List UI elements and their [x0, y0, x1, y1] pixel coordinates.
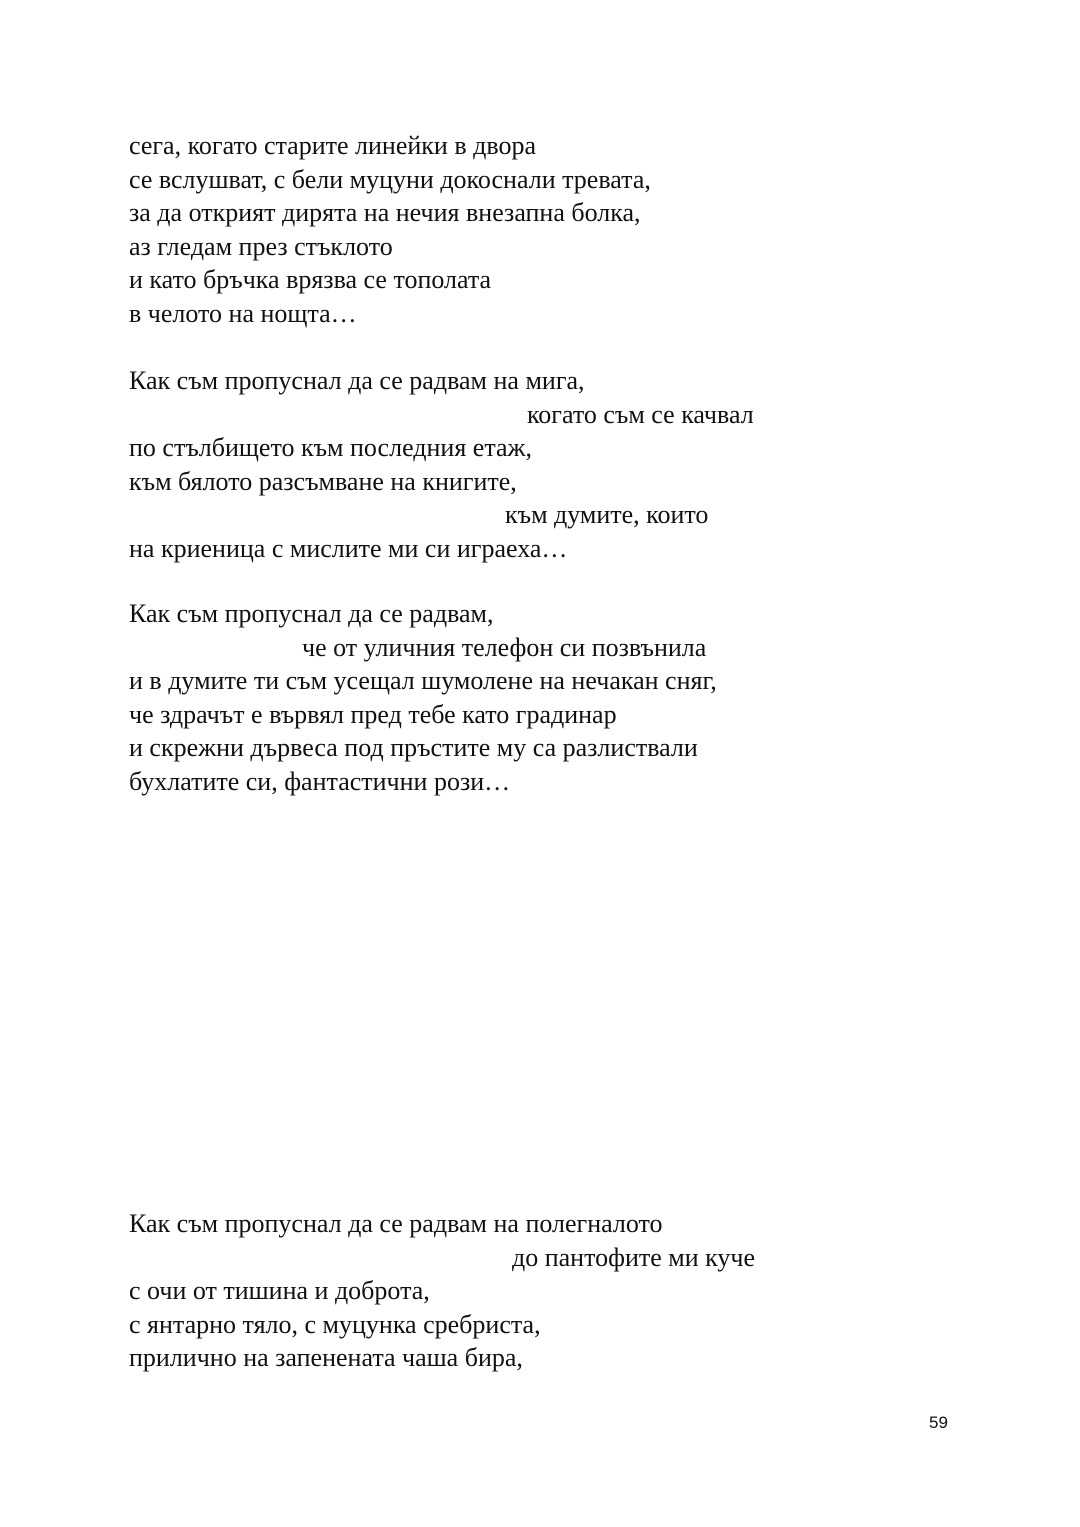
- poem-line: сега, когато старите линейки в двора: [129, 131, 536, 160]
- poem-line: Как съм пропуснал да се радвам на мига,: [129, 366, 585, 395]
- stanza-2: [129, 364, 889, 565]
- stanza-4: [129, 1207, 889, 1375]
- poem-line: и скрежни дървеса под пръстите му са разлиствали: [129, 733, 698, 762]
- poem-line: и в думите ти съм усещал шумолене на нечакан сняг,: [129, 666, 717, 695]
- stanza-1: [129, 129, 889, 330]
- poem-line: Как съм пропуснал да се радвам,: [129, 599, 494, 628]
- poem-line: аз гледам през стъклото: [129, 231, 393, 261]
- poem-line: че здрачът е вървял пред тебе като градинар: [129, 699, 617, 729]
- poem-line: прилично на запенената чаша бира,: [129, 1343, 523, 1372]
- poem-line: в челото на нощта…: [129, 298, 357, 328]
- poem-line: и като бръчка врязва се тополата: [129, 265, 492, 294]
- poem-line: с янтарно тяло, с муцунка сребриста,: [129, 1309, 541, 1339]
- poem-line-indented: към думите, които: [505, 500, 709, 529]
- stanza-3: [129, 597, 889, 798]
- poem-line: на криеница с мислите ми си играеха…: [129, 533, 568, 563]
- poem-line-indented: когато съм се качвал: [527, 399, 754, 429]
- poem-line: се вслушват, с бели муцуни докоснали тревата,: [129, 164, 651, 194]
- poem-line: с очи от тишина и доброта,: [129, 1276, 430, 1305]
- poem-line-indented: до пантофите ми куче: [512, 1242, 756, 1272]
- poem-line: Как съм пропуснал да се радвам на полегналото: [129, 1209, 663, 1238]
- page-number: 59: [929, 1413, 948, 1432]
- poem-line: по стълбището към последния етаж,: [129, 433, 532, 462]
- poem-line: бухлатите си, фантастични рози…: [129, 766, 511, 796]
- poem-line-indented: че от уличния телефон си позвънила: [302, 632, 707, 662]
- poem-line: за да открият дирята на нечия внезапна болка,: [129, 198, 641, 227]
- poem-line: към бялото разсъмване на книгите,: [129, 466, 517, 496]
